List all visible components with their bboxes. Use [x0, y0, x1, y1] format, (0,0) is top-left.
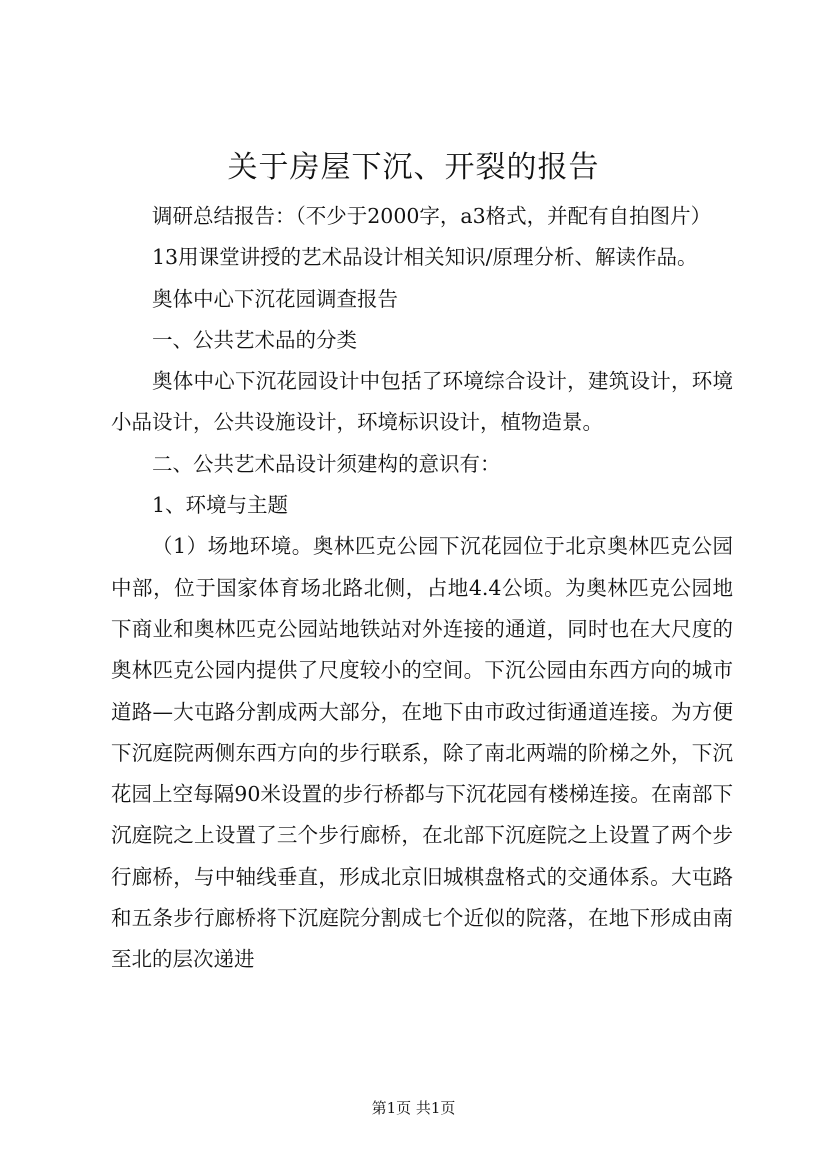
paragraph-analysis-instruction: 13用课堂讲授的艺术品设计相关知识/原理分析、解读作品。	[152, 245, 698, 270]
subsection-heading-1: 1、环境与主题	[152, 493, 289, 518]
page-footer: 第1页 共1页	[371, 1099, 456, 1117]
document-body	[111, 196, 733, 981]
section-heading-2: 二、公共艺术品设计须建构的意识有：	[152, 451, 501, 476]
document-title: 关于房屋下沉、开裂的报告	[227, 150, 600, 185]
section-heading-1: 一、公共艺术品的分类	[152, 327, 357, 352]
paragraph-report-heading: 奥体中心下沉花园调查报告	[152, 286, 398, 311]
paragraph-design-contents: 奥体中心下沉花园设计中包括了环境综合设计，建筑设计，环境小品设计，公共设施设计，环境标识设计，植物造景。	[111, 369, 733, 435]
paragraph-survey-requirement: 调研总结报告：（不少于2000字，a3格式，并配有自拍图片）	[152, 204, 712, 228]
paragraph-site-environment: （1）场地环境。奥林匹克公园下沉花园位于北京奥林匹克公园中部，位于国家体育场北路北侧，占地4.4公顷。为奥林匹克公园地下商业和奥林匹克公园站地铁站对外连接的通道，同时也在大尺度的奥林匹克公园内提供了尺度较小的空间。下沉公园由东西方向的城市道路—大屯路分割成两大部分，在地下由市政过街通道连接。为方便下沉庭院两侧东西方向的步行联系，除了南北两端的阶梯之外，下沉花园上空每隔90米设置的步行桥都与下沉花园有楼梯连接。在南部下沉庭院之上设置了三个步行廊桥，在北部下沉庭院之上设置了两个步行廊桥，与中轴线垂直，形成北京旧城棋盘格式的交通体系。大屯路和五条步行廊桥将下沉庭院分割成七个近似的院落，在地下形成由南至北的层次递进	[111, 534, 733, 972]
